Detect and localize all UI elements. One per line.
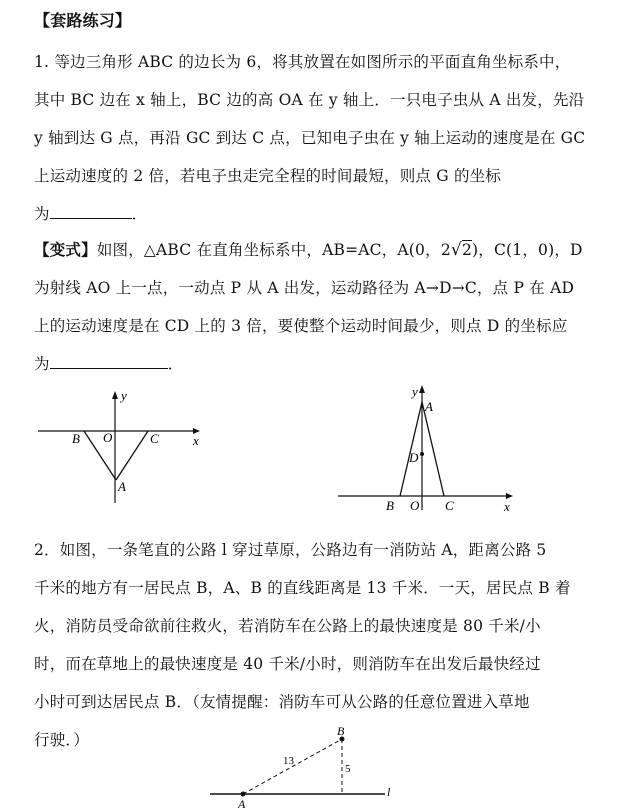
figure2-point-d [420, 452, 424, 456]
section-heading: 【套路练习】 [34, 11, 132, 30]
figure3-road-diagram [205, 726, 405, 812]
problem1-line3: y 轴到达 G 点，再沿 GC 到达 C 点，已知电子虫在 y 轴上运动的速度是在 GC [34, 129, 586, 147]
figure3-label-13: 13 [283, 755, 294, 767]
problem1-line4: 上运动速度的 2 倍，若电子虫走完全程的时间最短，则点 G 的坐标 [34, 167, 502, 185]
problem1-answer-prefix: 为 [34, 205, 50, 223]
figure3-label-5: 5 [345, 763, 351, 775]
figure2-label-y: y [412, 384, 418, 399]
figure3-point-a [241, 792, 246, 797]
variant-label: 【变式】 [34, 240, 97, 259]
figure2-label-c: C [445, 498, 454, 513]
problem2-line5: 小时可到达居民点 B．（友情提醒：消防车可从公路的任意位置进入草地 [34, 693, 530, 711]
figure1-label-a: A [118, 479, 126, 494]
figure2-label-x: x [504, 499, 510, 513]
sqrt-symbol: √ [450, 240, 462, 260]
variant-line1 [34, 238, 583, 260]
figure3-label-l: l [387, 785, 391, 799]
variant-answer-prefix: 为 [34, 355, 50, 373]
problem2-line6: 行驶．） [34, 731, 90, 749]
figure3-label-a: A [238, 797, 246, 811]
problem1-line2: 其中 BC 边在 x 轴上，BC 边的高 OA 在 y 轴上．一只电子虫从 A 出发，先沿 [34, 91, 585, 109]
figure1-label-o: O [103, 430, 113, 445]
problem2-line4: 时，而在草地上的最快速度是 40 千米/小时，则消防车在出发后最快经过 [34, 655, 541, 673]
variant-text-1: 如图，△ABC 在直角坐标系中，AB=AC，A(0，2 [96, 241, 451, 259]
variant-text-1b: )，C(1，0)，D [472, 241, 583, 259]
problem2-line1: 2．如图，一条笔直的公路 l 穿过草原，公路边有一消防站 A，距离公路 5 [34, 541, 547, 559]
variant-answer-suffix: ． [167, 355, 184, 373]
figure2-label-d: D [409, 450, 419, 465]
variant-line4 [34, 352, 183, 374]
figure1-side-ac [116, 431, 148, 480]
figure2-triangle-diagram [330, 378, 530, 513]
figure1-triangle-diagram [30, 385, 220, 505]
figure2-side-ab [400, 402, 422, 496]
figure1-label-x: x [193, 433, 199, 448]
problem1-answer-blank[interactable] [50, 204, 132, 219]
figure2-y-arrow [419, 385, 425, 393]
figure1-y-arrow [112, 391, 118, 399]
problem1-text-1: 等边三角形 ABC 的边长为 6，将其放置在如图所示的平面直角坐标系中， [54, 53, 571, 71]
variant-answer-blank[interactable] [50, 354, 168, 369]
variant-line2: 为射线 AO 上一点，一动点 P 从 A 出发，运动路径为 A→D→C，点 P 在 AD [34, 279, 575, 297]
figure1-label-b: B [72, 431, 80, 446]
figure1-label-y: y [121, 388, 127, 403]
problem2-line3: 火，消防员受命欲前往救火，若消防车在公路上的最快速度是 80 千米/小 [34, 617, 541, 635]
figure3-label-b: B [337, 726, 345, 738]
problem1-number: 1. [34, 53, 50, 71]
figure1-label-c: C [150, 431, 159, 446]
problem2-line2: 千米的地方有一居民点 B，A、B 的直线距离是 13 千米．一天，居民点 B 着 [34, 579, 571, 597]
figure2-label-o: O [410, 498, 420, 513]
figure2-label-b: B [386, 498, 394, 513]
sqrt-content: 2 [461, 241, 472, 259]
figure2-label-a: A [425, 399, 433, 414]
problem1-line5 [34, 202, 147, 224]
problem1-line1 [34, 50, 570, 72]
problem1-answer-suffix: ． [131, 205, 148, 223]
figure2-side-ac [422, 402, 444, 496]
variant-line3: 上的运动速度是在 CD 上的 3 倍，要使整个运动时间最少，则点 D 的坐标应 [34, 317, 568, 335]
